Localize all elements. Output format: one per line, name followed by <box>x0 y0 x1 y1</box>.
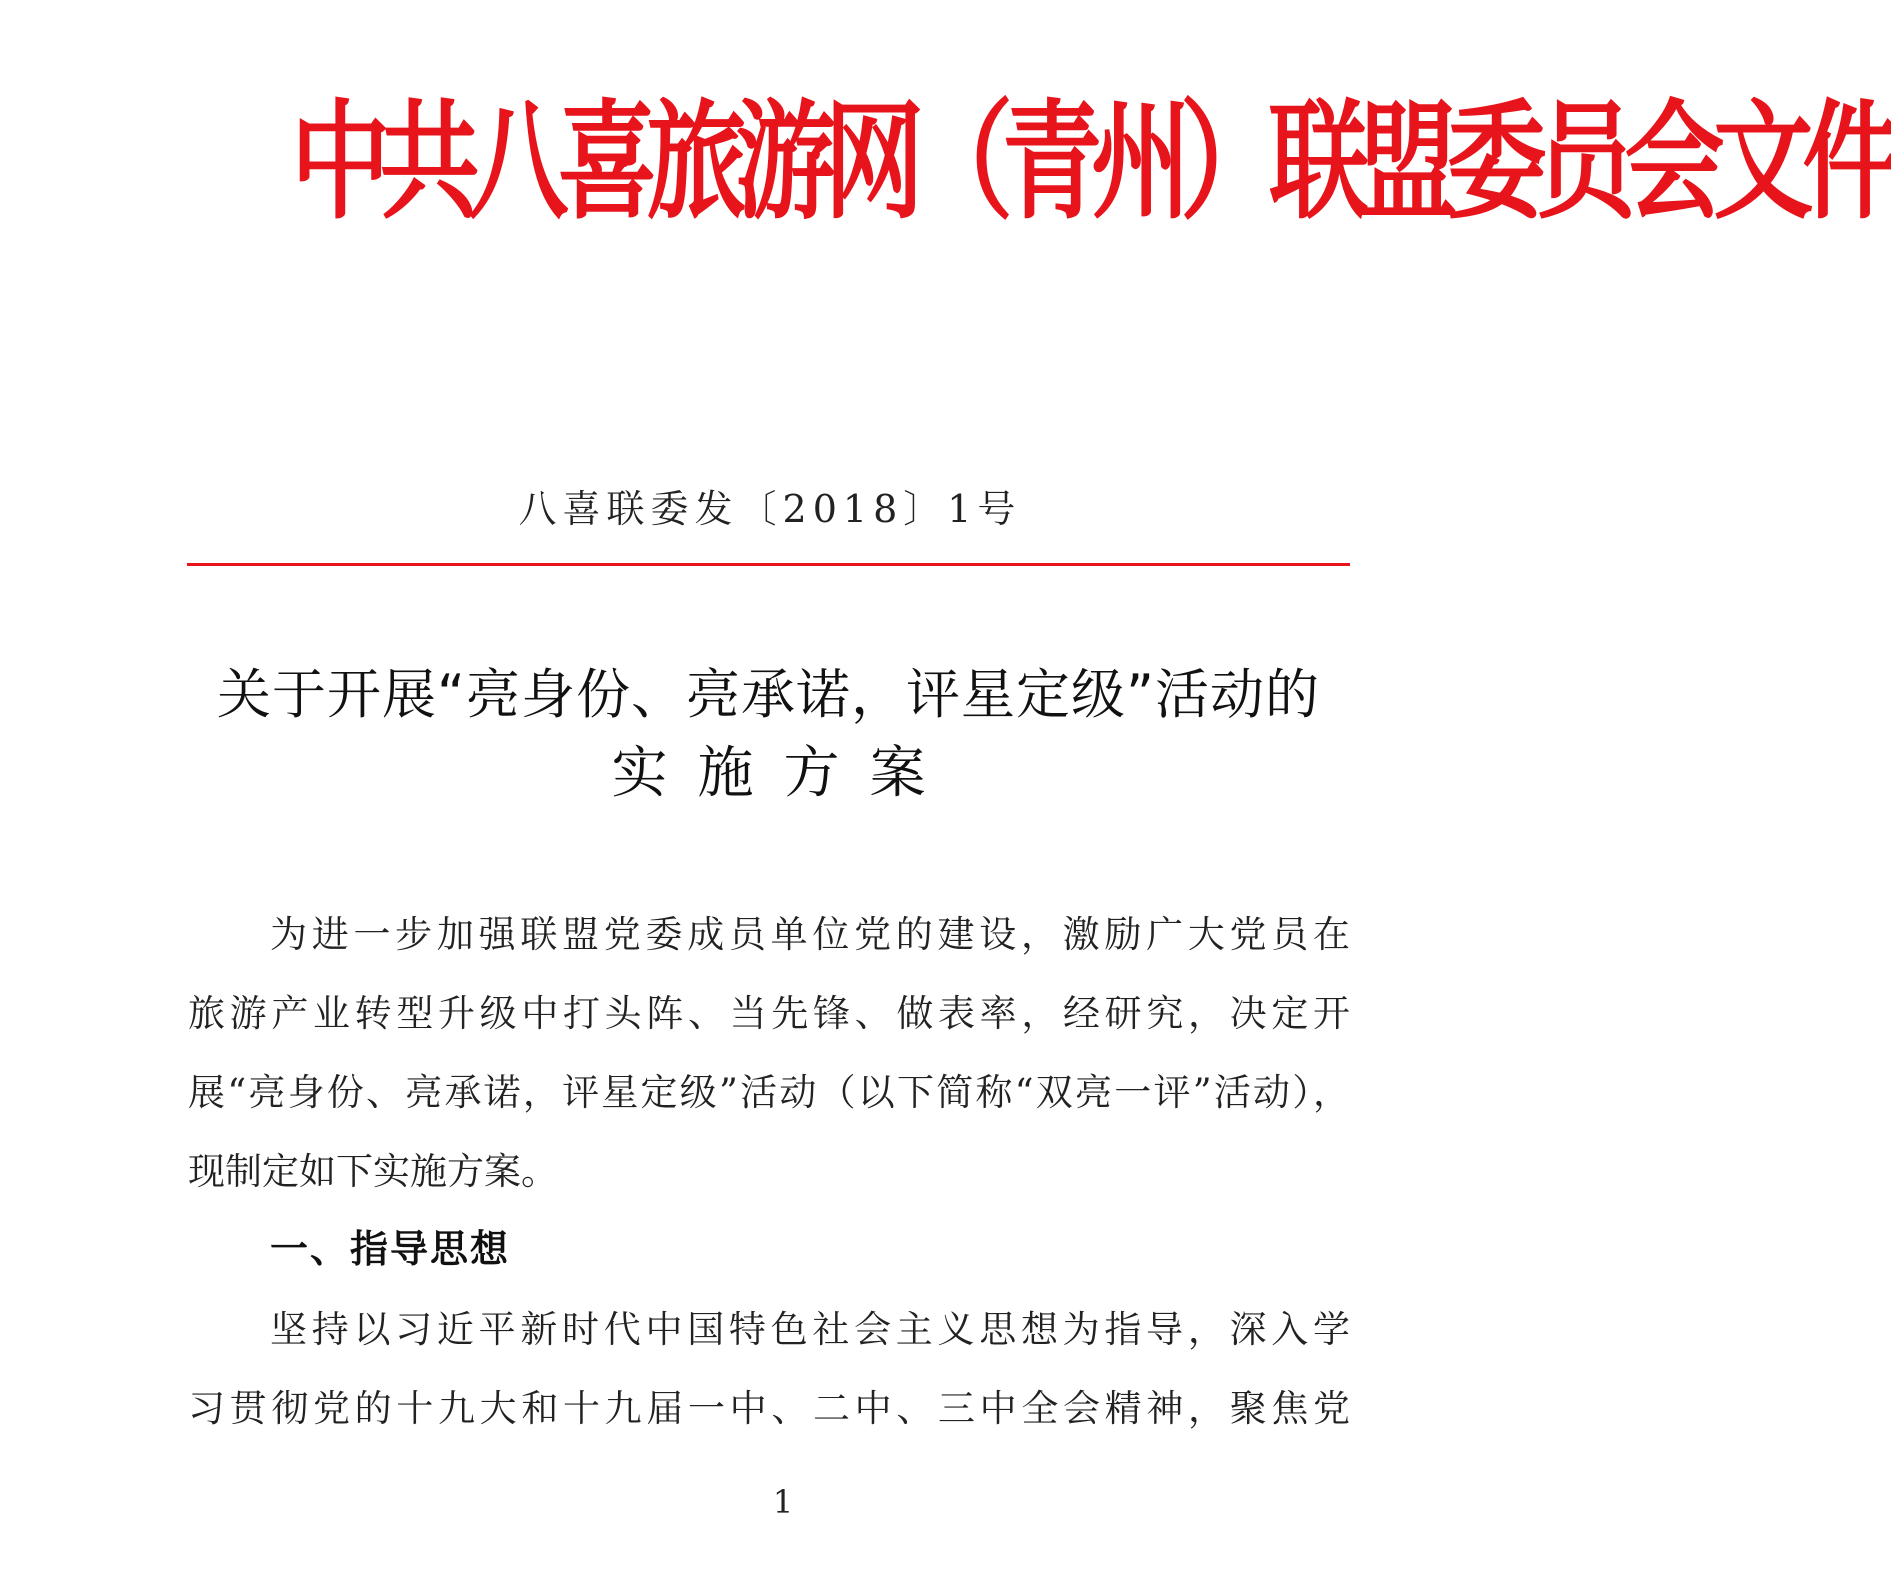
document-title-line-2: 实施方案 <box>611 741 956 806</box>
red-divider-line <box>187 563 1350 566</box>
section-heading-guiding-ideology: 一、指导思想 <box>270 1227 511 1271</box>
paragraph-line: 展“亮身份、亮承诺，评星定级”活动（以下简称“双亮一评”活动）， <box>188 1071 1350 1114</box>
paragraph-line: 为进一步加强联盟党委成员单位党的建设，激励广大党员在 <box>270 913 1350 956</box>
guiding-ideology-paragraph <box>188 1290 1350 1448</box>
masthead-title: 中共八喜旅游网（青州）联盟委员会文件 <box>290 88 1891 237</box>
page-number: 1 <box>772 1483 794 1521</box>
paragraph-line: 现制定如下实施方案。 <box>188 1150 558 1193</box>
document-title-line-1: 关于开展“亮身份、亮承诺，评星定级”活动的 <box>217 663 1320 726</box>
paragraph-line: 坚持以习近平新时代中国特色社会主义思想为指导，深入学 <box>270 1308 1350 1351</box>
paragraph-line: 习贯彻党的十九大和十九届一中、二中、三中全会精神，聚焦党 <box>188 1387 1350 1430</box>
paragraph-line: 旅游产业转型升级中打头阵、当先锋、做表率，经研究，决定开 <box>188 992 1350 1035</box>
document-number: 八喜联委发〔2018〕1号 <box>518 487 1022 531</box>
intro-paragraph <box>188 895 1350 1211</box>
